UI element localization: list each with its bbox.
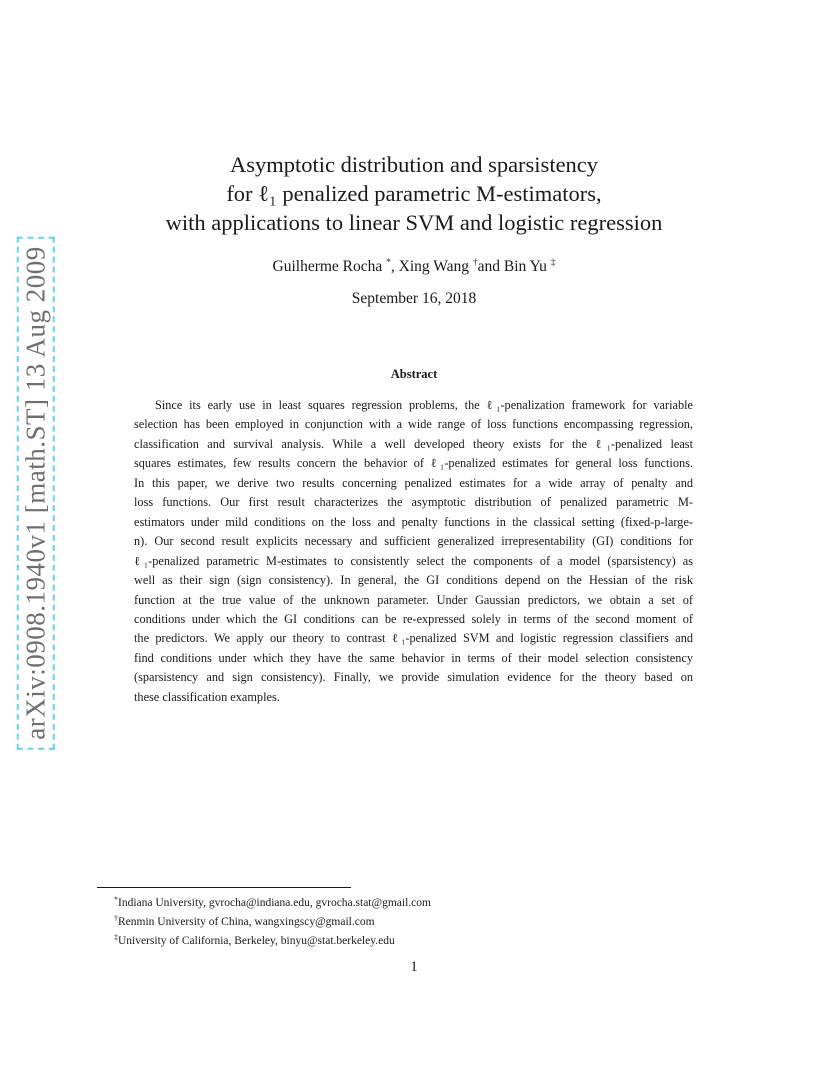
footnote-mark: † [472, 258, 478, 268]
footnote-mark: ‡ [550, 258, 556, 268]
author-separator: and Bin Yu [477, 258, 551, 275]
author-separator: , Xing Wang [390, 258, 473, 275]
abstract-line: estimators under mild conditions on the loss and penalty functions in the classical setting (fixed-p-large- [134, 514, 693, 529]
title-line: Asymptotic distribution and sparsistency [229, 152, 599, 177]
footnote [114, 930, 431, 949]
abstract-line: loss functions. Our first result characterizes the asymptotic distribution of penalized parametric M- [134, 495, 693, 510]
footnote-divider [97, 887, 351, 888]
abstract-body [134, 396, 693, 707]
abstract-line: these classification examples. [134, 689, 280, 704]
footnote-mark: * [114, 895, 118, 904]
footnote-mark: † [114, 914, 118, 923]
author-list [0, 258, 828, 276]
abstract-heading: Abstract [390, 367, 438, 381]
arxiv-stamp [18, 238, 54, 748]
title-line: with applications to linear SVM and logistic regression [165, 210, 663, 235]
abstract-line: function at the true value of the unknown parameter. Under Gaussian predictors, we obtain a set of [134, 592, 693, 607]
abstract-line: In this paper, we derive two results concerning penalized estimates for a wide array of penalty and [134, 475, 693, 490]
footnote-mark: * [386, 258, 391, 268]
abstract-line: n). Our second result explicits necessary and sufficient generalized irrepresentability (GI) conditions for [134, 534, 693, 549]
abstract-line: well as their sign (sign consistency). In general, the GI conditions depend on the Hessian of the risk [134, 573, 693, 588]
footnote-text: University of California, Berkeley, binyu@stat.berkeley.edu [118, 935, 395, 947]
footnote-text: Indiana University, gvrocha@indiana.edu, gvrocha.stat@gmail.com [118, 897, 431, 909]
abstract-line: the predictors. We apply our theory to contrast ℓ₁-penalized SVM and logistic regression classifiers and [134, 631, 693, 646]
abstract-line: ℓ₁-penalized parametric M-estimates to consistently select the components of a model (sparsistency) as [134, 553, 693, 568]
abstract-line: (sparsistency and sign consistency). Finally, we provide simulation evidence for the theory based on [134, 670, 693, 685]
paper-title [0, 150, 828, 237]
arxiv-identifier: arXiv:0908.1940v1 [math.ST] 13 Aug 2009 [17, 236, 55, 749]
footnote-mark: ‡ [114, 933, 118, 942]
abstract-line: conditions under which the GI conditions can be re-expressed solely in terms of the second moment of [134, 611, 693, 626]
footnotes [114, 892, 431, 949]
abstract-line: selection has been employed in conjunction with a wide range of loss functions encompassing regression, [134, 417, 693, 432]
footnote [114, 892, 431, 911]
footnote [114, 911, 431, 930]
abstract-line: classification and survival analysis. While a well developed theory exists for the ℓ₁-penalized least [134, 436, 693, 451]
paper-date: September 16, 2018 [351, 290, 477, 307]
abstract-line: squares estimates, few results concern the behavior of ℓ₁-penalized estimates for general loss functions. [134, 456, 693, 471]
abstract-line: find conditions under which they have the same behavior in terms of their model selection consistency [134, 650, 693, 665]
title-line: for ℓ₁ penalized parametric M-estimators, [226, 181, 602, 206]
abstract-line: Since its early use in least squares regression problems, the ℓ₁-penalization framework for variable [155, 398, 693, 412]
author-name: Guilherme Rocha [272, 258, 383, 275]
footnote-text: Renmin University of China, wangxingscy@gmail.com [118, 916, 375, 928]
page-number: 1 [410, 959, 418, 975]
